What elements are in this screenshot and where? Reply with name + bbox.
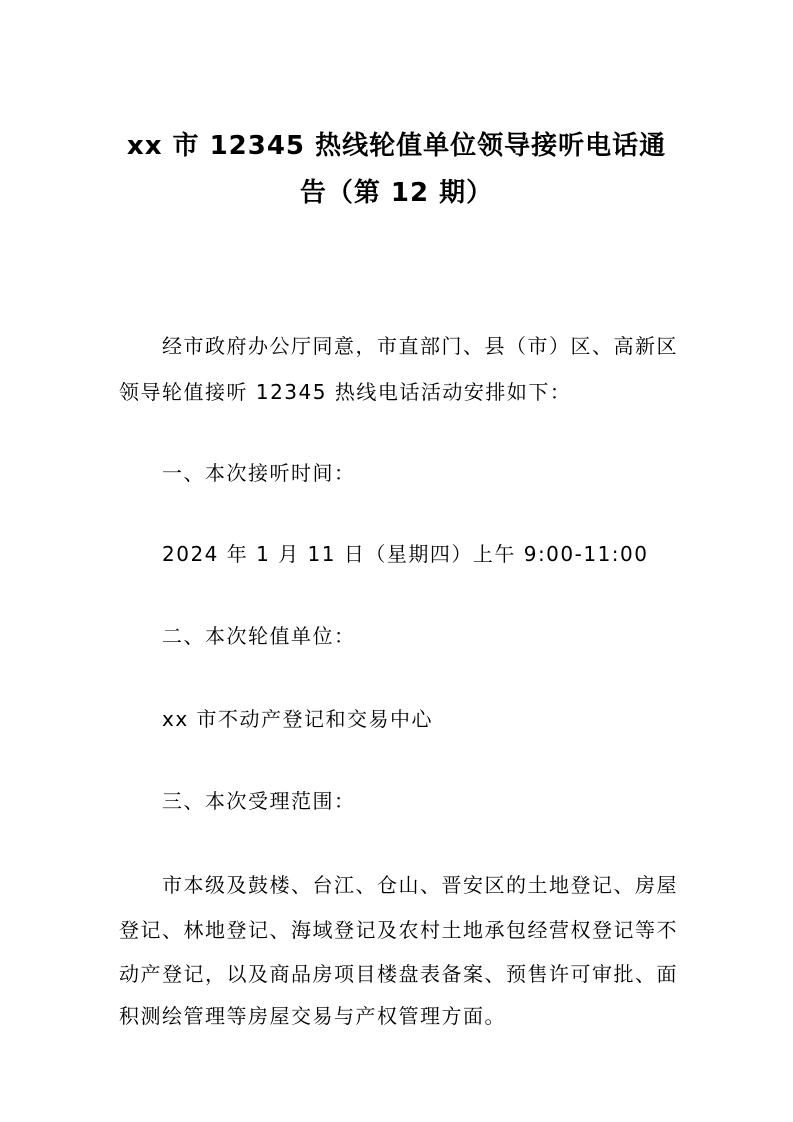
intro-line-1: 经市政府办公厅同意，市直部门、县（市）区、高新区 <box>162 334 678 358</box>
scope-line-1: 市本级及鼓楼、台江、仓山、晋安区的土地登记、房屋 <box>162 873 678 897</box>
section-3-heading: 三、本次受理范围： <box>162 789 356 813</box>
scope-line-4: 积测绘管理等房屋交易与产权管理方面。 <box>119 1004 506 1028</box>
scope-line-2: 登记、林地登记、海域登记及农村土地承包经营权登记等不 <box>119 918 678 942</box>
document-title-line-2: 告（第 12 期） <box>299 178 494 208</box>
intro-line-2: 领导轮值接听 12345 热线电话活动安排如下： <box>119 380 572 404</box>
section-2-content: xx 市不动产登记和交易中心 <box>162 707 434 731</box>
section-1-content: 2024 年 1 月 11 日（星期四）上午 9:00-11:00 <box>162 542 649 566</box>
section-1-heading: 一、本次接听时间： <box>162 461 356 485</box>
section-2-heading: 二、本次轮值单位： <box>162 624 356 648</box>
document-title-line-1: xx 市 12345 热线轮值单位领导接听电话通 <box>126 131 667 161</box>
scope-line-3: 动产登记，以及商品房项目楼盘表备案、预售许可审批、面 <box>119 962 678 986</box>
